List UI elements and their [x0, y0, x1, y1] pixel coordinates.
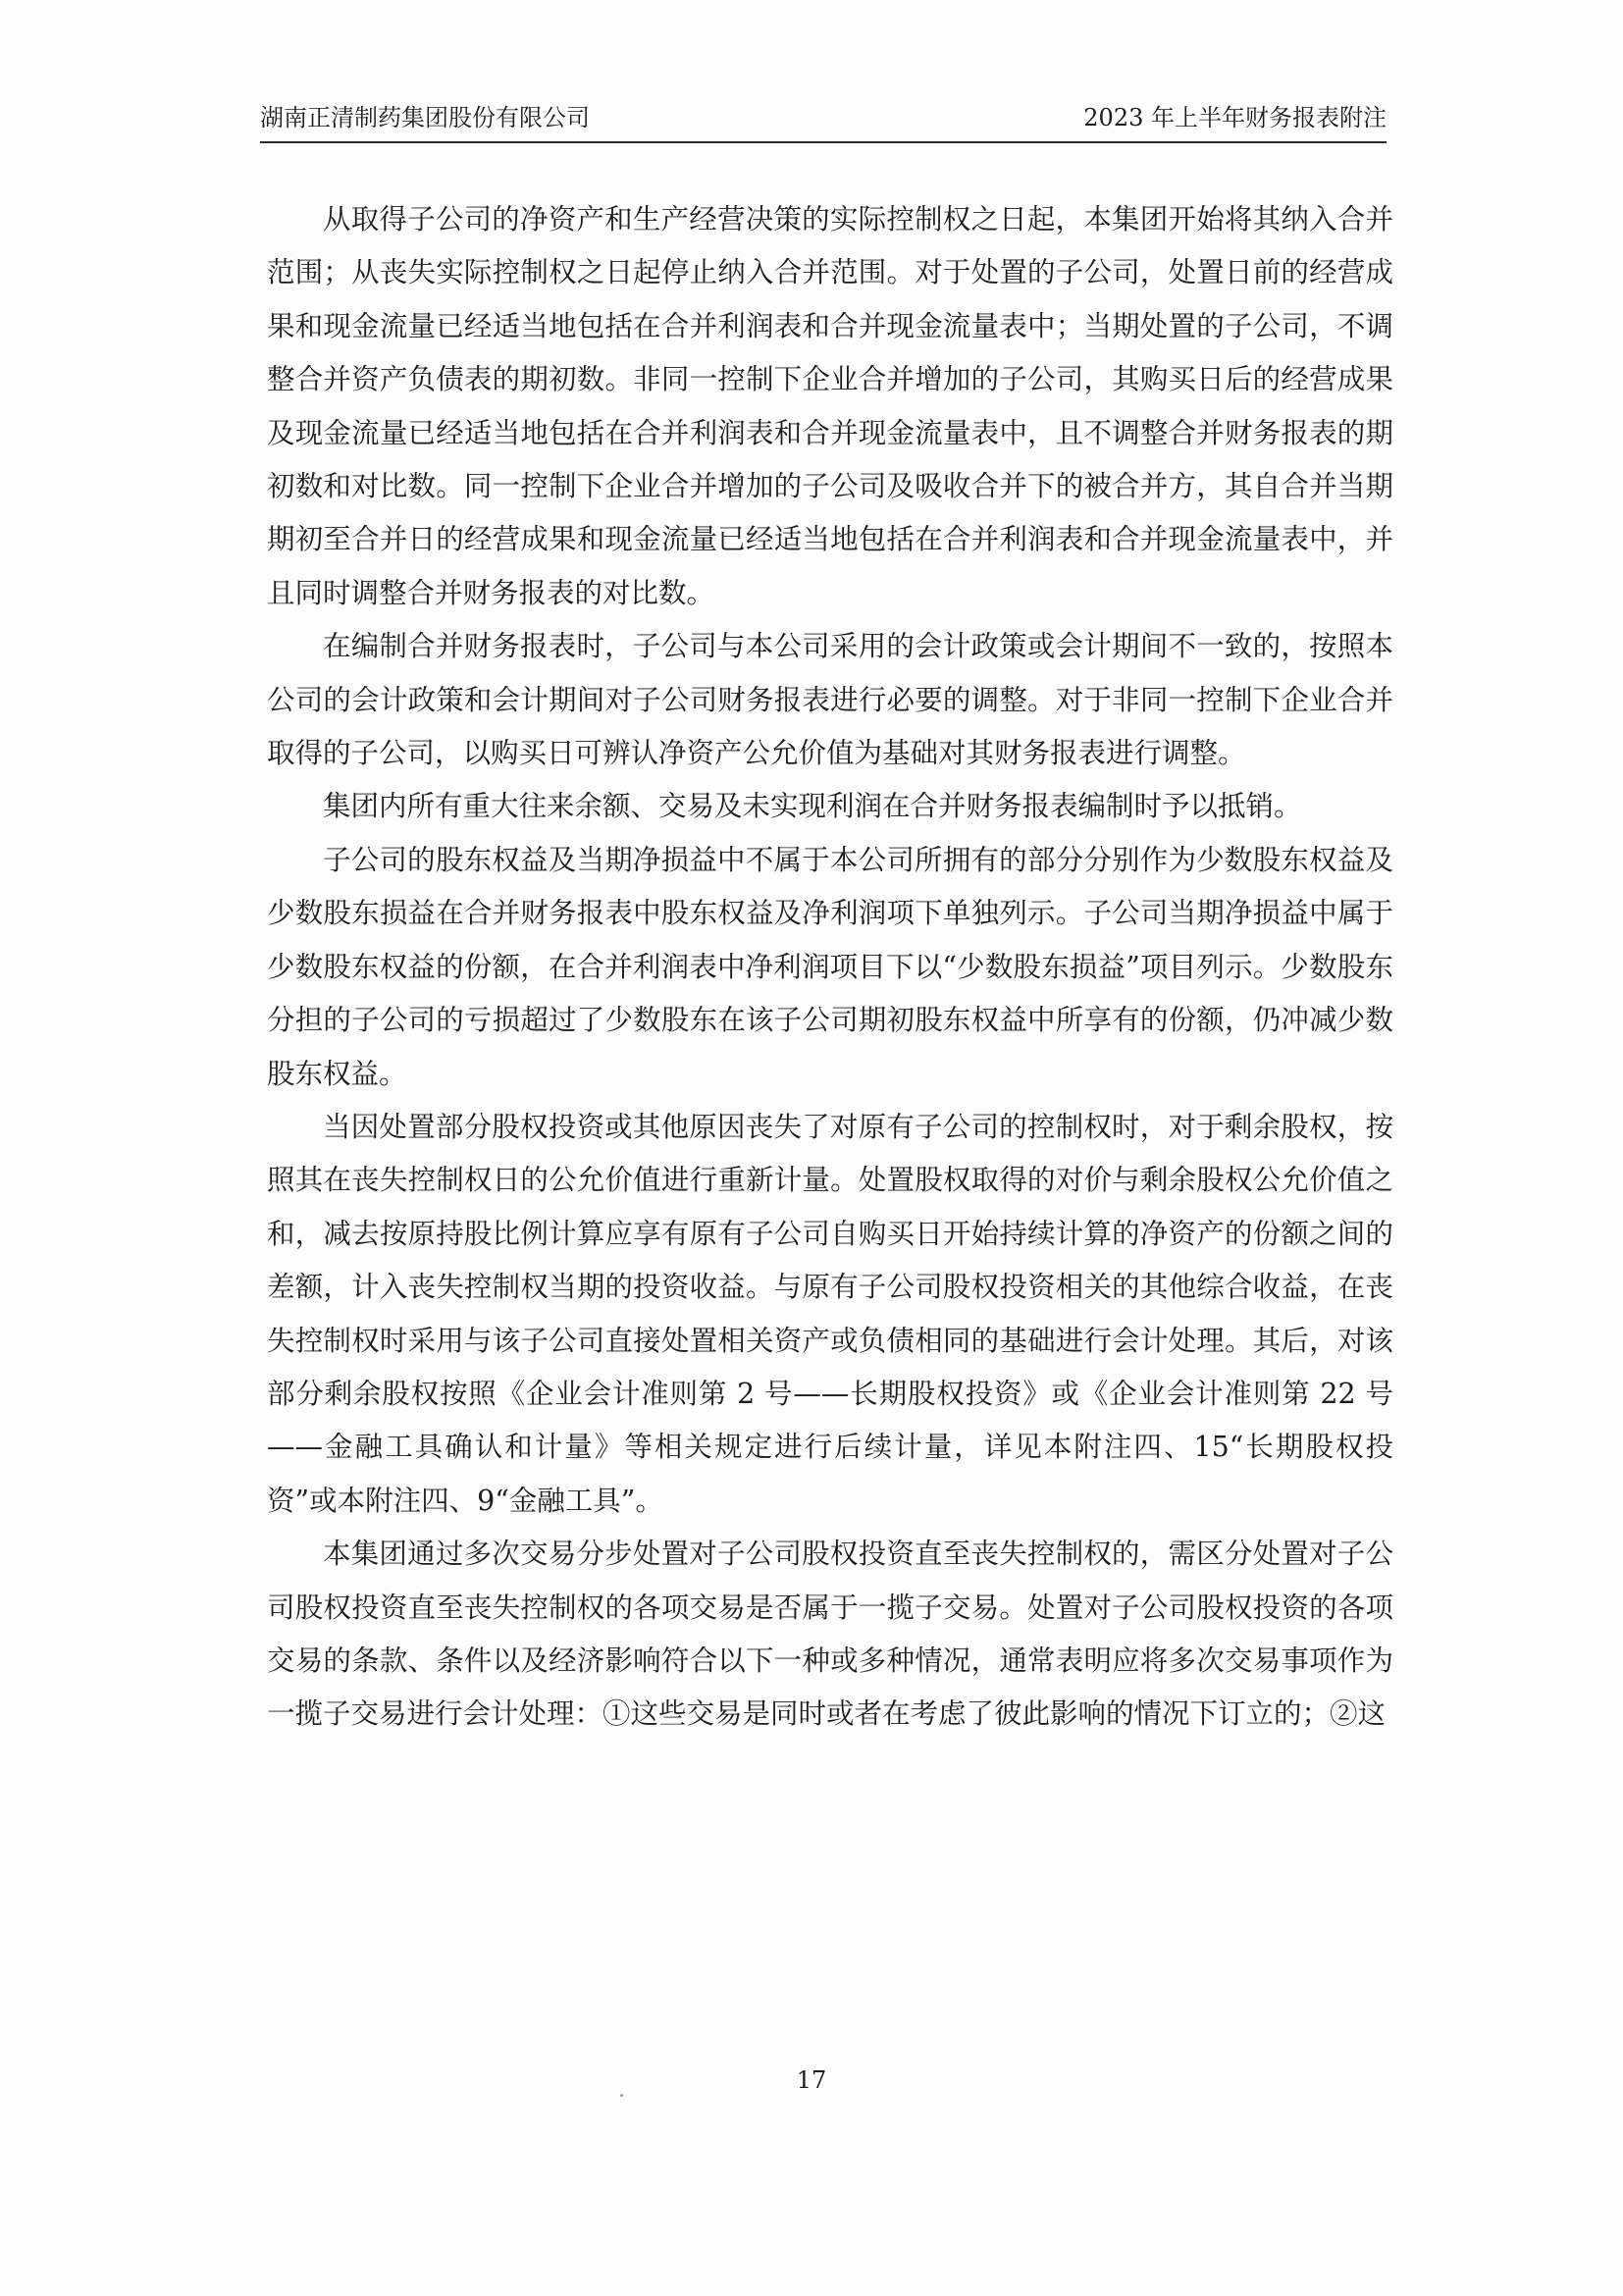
paragraph-step-disposal: 本集团通过多次交易分步处置对子公司股权投资直至丧失控制权的，需区分处置对子公司股权投资直至丧失控制权的各项交易是否属于一揽子交易。处置对子公司股权投资的各项交易的条款、条件以及经济影响符合以下一种或多种情况，通常表明应将多次交易事项作为一揽子交易进行会计处理：①这些交易是同时或者在考虑了彼此影响的情况下订立的；②这: [267, 1538, 1393, 1731]
page-header: [260, 98, 1387, 137]
paragraph-minority-interest: 子公司的股东权益及当期净损益中不属于本公司所拥有的部分分别作为少数股东权益及少数股东损益在合并财务报表中股东权益及净利润项下单独列示。子公司当期净损益中属于少数股东权益的份额，在合并利润表中净利润项目下以“少数股东损益”项目列示。少数股东分担的子公司的亏损超过了少数股东在该子公司期初股东权益中所享有的份额，仍冲减少数股东权益。: [267, 843, 1393, 1090]
paragraph-loss-of-control: 当因处置部分股权投资或其他原因丧失了对原有子公司的控制权时，对于剩余股权，按照其在丧失控制权日的公允价值进行重新计量。处置股权取得的对价与剩余股权公允价值之和，减去按原持股比例计算应享有原有子公司自购买日开始持续计算的净资产的份额之间的差额，计入丧失控制权当期的投资收益。与原有子公司股权投资相关的其他综合收益，在丧失控制权时采用与该子公司直接处置相关资产或负债相同的基础进行会计处理。其后，对该部分剩余股权按照《企业会计准则第 2 号——长期股权投资》或《企业会计准则第 22 号——金融工具确认和计量》等相关规定进行后续计量，详见本附注四、15“长期股权投资”或本附注四、9“金融工具”。: [267, 1110, 1393, 1517]
paragraph-consolidation-scope: 从取得子公司的净资产和生产经营决策的实际控制权之日起，本集团开始将其纳入合并范围；从丧失实际控制权之日起停止纳入合并范围。对于处置的子公司，处置日前的经营成果和现金流量已经适当地包括在合并利润表和合并现金流量表中；当期处置的子公司，不调整合并资产负债表的期初数。非同一控制下企业合并增加的子公司，其购买日后的经营成果及现金流量已经适当地包括在合并利润表和合并现金流量表中，且不调整合并财务报表的期初数和对比数。同一控制下企业合并增加的子公司及吸收合并下的被合并方，其自合并当期期初至合并日的经营成果和现金流量已经适当地包括在合并利润表和合并现金流量表中，并且同时调整合并财务报表的对比数。: [267, 203, 1393, 609]
company-name: 湖南正清制药集团股份有限公司: [260, 104, 590, 131]
paragraph-accounting-policy-adjustment: 在编制合并财务报表时，子公司与本公司采用的会计政策或会计期间不一致的，按照本公司的会计政策和会计期间对子公司财务报表进行必要的调整。对于非同一控制下企业合并取得的子公司，以购买日可辨认净资产公允价值为基础对其财务报表进行调整。: [267, 630, 1393, 770]
report-title: 2023 年上半年财务报表附注: [1083, 104, 1387, 131]
paragraph-intragroup-elimination: 集团内所有重大往来余额、交易及未实现利润在合并财务报表编制时予以抵销。: [323, 790, 1302, 823]
page-number: 17: [796, 2066, 827, 2094]
body-text: [267, 193, 1393, 1742]
scan-artifact: [620, 2094, 623, 2097]
header-divider: [260, 141, 1387, 143]
